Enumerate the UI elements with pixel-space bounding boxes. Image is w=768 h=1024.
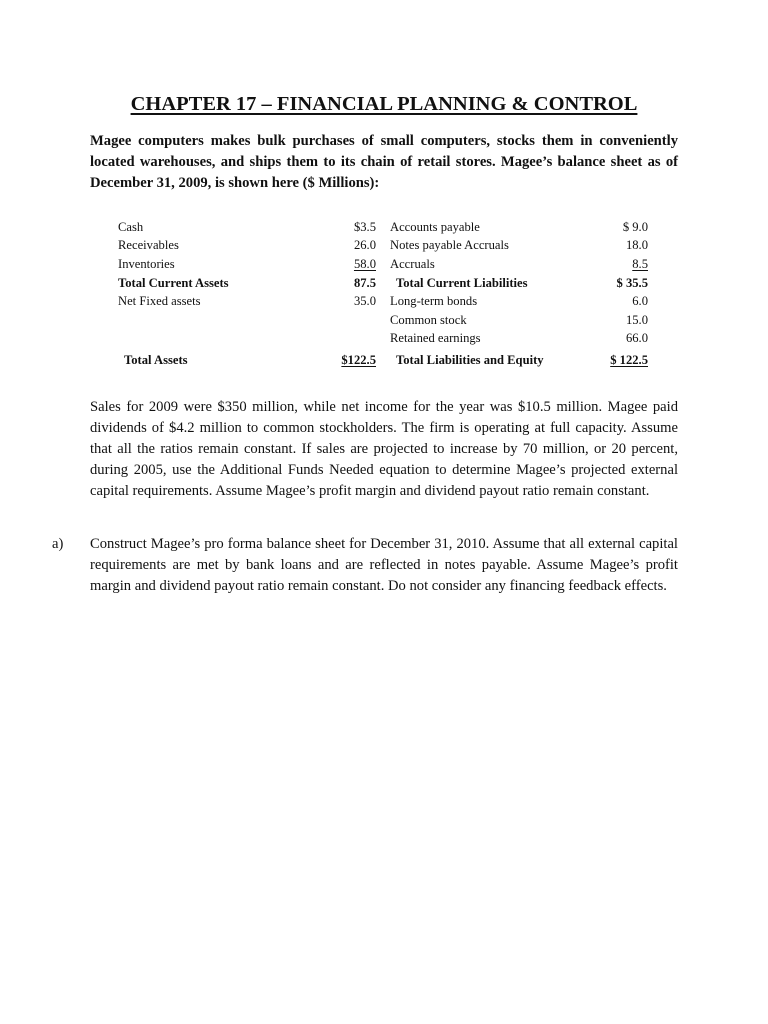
liability-value: 18.0 — [625, 238, 648, 253]
liability-label: Retained earnings — [390, 331, 481, 346]
problem-paragraph: Sales for 2009 were $350 million, while net income for the year was $10.5 million. Magee paid dividends of $4.2 million to common stockholders. The firm is operating at full capacity. Assume that all the ratios remain constant. If sales are projected to increase by 70 million, or 20 percent, during 2005, use the Additional Funds Needed equation to determine Magee’s projected external capital requirements. Assume Magee’s profit margin and dividend payout ratio remain constant. — [90, 399, 678, 499]
liability-value: 8.5 — [632, 256, 648, 271]
asset-value — [296, 311, 376, 330]
liability-value: 6.0 — [632, 294, 648, 309]
asset-label: Total Current Assets — [118, 275, 229, 290]
total-assets-label: Total Assets — [124, 353, 188, 368]
asset-value: 87.5 — [353, 275, 376, 290]
table-row — [118, 311, 648, 330]
chapter-title: CHAPTER 17 – FINANCIAL PLANNING & CONTROL — [130, 93, 638, 115]
table-row — [118, 330, 648, 349]
table-row-total — [118, 348, 648, 368]
liability-label: Long-term bonds — [390, 294, 478, 309]
asset-value: 35.0 — [353, 294, 376, 309]
table-row — [118, 218, 648, 237]
asset-label: Inventories — [118, 256, 175, 271]
table-row — [118, 255, 648, 274]
liability-label: Common stock — [390, 312, 467, 327]
asset-value: 26.0 — [353, 238, 376, 253]
question-label: a) — [52, 536, 64, 552]
table-row — [118, 237, 648, 256]
asset-value: 58.0 — [353, 256, 376, 271]
asset-label: Net Fixed assets — [118, 294, 201, 309]
question-text: Construct Magee’s pro forma balance sheet for December 31, 2010. Assume that all external capital requirements are met by bank loans and are reflected in notes payable. Assume Magee’s profit margin and dividend payout ratio remain constant. Do not consider any financing feedback effects. — [90, 536, 678, 594]
asset-value — [296, 330, 376, 349]
total-liabilities-label: Total Liabilities and Equity — [396, 353, 544, 368]
asset-label: Cash — [118, 219, 144, 234]
total-liabilities-value: $ 122.5 — [610, 353, 648, 368]
liability-label: Accounts payable — [390, 219, 480, 234]
liability-value: 66.0 — [625, 331, 648, 346]
liability-value: $ 9.0 — [622, 219, 648, 234]
table-row — [118, 274, 648, 293]
liability-label: Total Current Liabilities — [396, 275, 528, 290]
asset-label — [118, 311, 296, 330]
total-assets-value: $122.5 — [341, 353, 376, 368]
table-row — [118, 292, 648, 311]
asset-value: $3.5 — [353, 219, 376, 234]
liability-value: $ 35.5 — [616, 275, 648, 290]
liability-label: Notes payable Accruals — [390, 238, 509, 253]
asset-label: Receivables — [118, 238, 179, 253]
asset-label — [118, 330, 296, 349]
liability-value: 15.0 — [625, 312, 648, 327]
intro-paragraph: Magee computers makes bulk purchases of small computers, stocks them in conveniently located warehouses, and ships them to its chain of retail stores. Magee’s balance sheet as of December 31, 2009, is shown here ($ Millions): — [90, 133, 678, 191]
balance-sheet-table — [118, 218, 648, 368]
liability-label: Accruals — [390, 256, 435, 271]
